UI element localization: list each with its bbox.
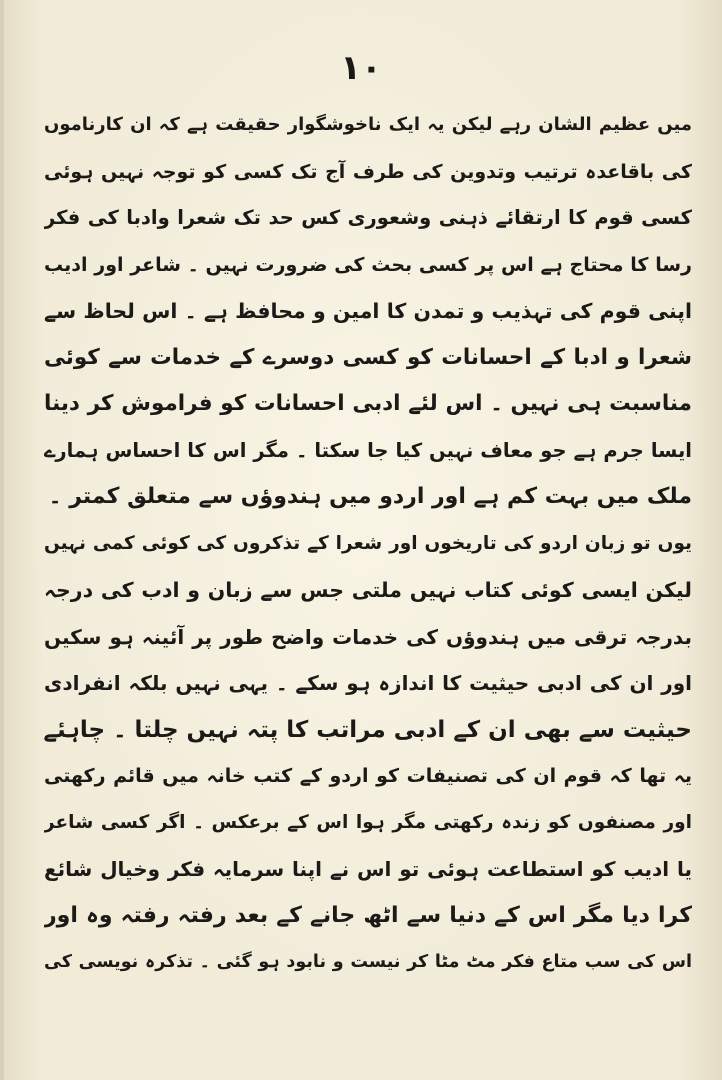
text-line: کسی قوم کا ارتقائے ذہنی وشعوری کس حد تک شعرا وادبا کی فکر [44, 206, 692, 229]
text-line: حیثیت سے بھی ان کے ادبی مراتب کا پتہ نہیں چلتا ۔ چاہئے [44, 716, 692, 743]
text-line: اپنی قوم کی تہذیب و تمدن کا امین و محافظ ہے ۔ اس لحاظ سے [44, 299, 692, 323]
body-text [44, 102, 692, 986]
text-line: اور ان کی ادبی حیثیت کا اندازہ ہو سکے ۔ یہی نہیں بلکہ انفرادی [44, 671, 692, 695]
text-line: اور مصنفوں کو زندہ رکھتی مگر ہوا اس کے برعکس ۔ اگر کسی شاعر [44, 811, 692, 833]
text-line: لیکن ایسی کوئی کتاب نہیں ملتی جس سے زبان و ادب کی درجہ [44, 578, 692, 602]
text-line: یوں تو زبان اردو کی تاریخوں اور شعرا کے تذکروں کی کوئی کمی نہیں [44, 532, 692, 554]
text-line: ملک میں بہت کم ہے اور اردو میں ہندوؤں سے متعلق کمتر ۔ [48, 484, 692, 509]
page-number: ١٠ [340, 48, 382, 88]
text-line: یہ تھا کہ قوم ان کی تصنیفات کو اردو کے کتب خانہ میں قائم رکھتی [44, 765, 692, 787]
page-edge [0, 0, 4, 1080]
text-line: مناسبت ہی نہیں ۔ اس لئے ادبی احسانات کو فراموش کر دینا [44, 391, 692, 416]
text-line: ایسا جرم ہے جو معاف نہیں کیا جا سکتا ۔ مگر اس کا احساس ہمارے [44, 438, 692, 462]
text-line: کرا دیا مگر اس کے دنیا سے اٹھ جانے کے بعد رفتہ رفتہ وہ اور [44, 902, 692, 928]
text-line: یا ادیب کو استطاعت ہوئی تو اس نے اپنا سرمایہ فکر وخیال شائع [44, 857, 692, 881]
text-line: شعرا و ادبا کے احسانات کو کسی دوسرے کے خدمات سے کوئی [44, 344, 692, 370]
text-line: بدرجہ ترقی میں ہندوؤں کی خدمات واضح طور پر آئینہ ہو سکیں [44, 624, 692, 649]
text-line: رسا کا محتاج ہے اس پر کسی بحث کی ضرورت نہیں ۔ شاعر اور ادیب [44, 253, 692, 276]
text-line: کی باقاعدہ ترتیب وتدوین کی طرف آج تک کسی کو توجہ نہیں ہوئی [44, 160, 692, 183]
text-line: میں عظیم الشان رہے لیکن یہ ایک ناخوشگوار حقیقت ہے کہ ان کارناموں [44, 114, 692, 135]
text-line: اس کی سب متاع فکر مٹ مٹا کر نیست و نابود ہو گئی ۔ تذکرہ نویسی کی [44, 952, 692, 972]
